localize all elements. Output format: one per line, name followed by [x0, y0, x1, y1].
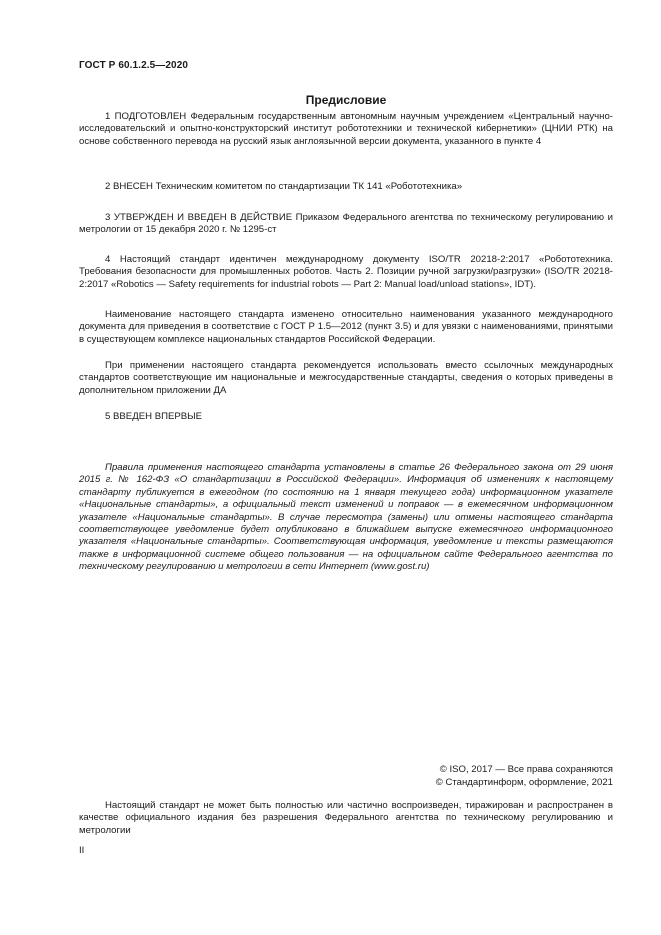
standard-code: ГОСТ Р 60.1.2.5—2020 — [79, 60, 189, 71]
reproduction-notice: Настоящий стандарт не может быть полностью или частично воспроизведен, тиражирован и распространен в качестве официального издания без разрешения Федерального агентства по техническому регулированию и метрологии — [79, 800, 613, 836]
copyright-iso: © ISO, 2017 — Все права сохраняются — [439, 764, 613, 775]
page-number: II — [79, 845, 85, 856]
copyright-block — [79, 763, 613, 789]
foreword-item-4-references-note: При применении настоящего стандарта рекомендуется использовать вместо ссылочных международных стандартов соответствующие им национальные и межгосударственные стандарты, сведения о которых приведены в дополнительном приложении ДА — [79, 360, 613, 396]
foreword-item-1: 1 ПОДГОТОВЛЕН Федеральным государственным автономным научным учреждением «Центральный научно-исследовательский и опытно-конструкторский институт робототехники и технической кибернетики» (ЦНИИ РТК) на основе собственного перевода на русский язык англоязычной версии документа, указанного в пункте 4 — [79, 111, 613, 147]
copyright-standartinform: © Стандартинформ, оформление, 2021 — [435, 777, 613, 788]
foreword-item-3: 3 УТВЕРЖДЕН И ВВЕДЕН В ДЕЙСТВИЕ Приказом Федерального агентства по техническому регулированию и метрологии от 15 декабря 2020 г. № 1295-ст — [79, 212, 613, 236]
foreword-item-2: 2 ВНЕСЕН Техническим комитетом по стандартизации ТК 141 «Робототехника» — [105, 181, 463, 192]
foreword-item-5: 5 ВВЕДЕН ВПЕРВЫЕ — [105, 411, 203, 422]
rules-notice: Правила применения настоящего стандарта установлены в статье 26 Федерального закона от 29 июня 2015 г. № 162-ФЗ «О стандартизации в Российской Федерации». Информация об изменениях к настоящему стандарту публикуется в ежегодном (по состоянию на 1 января текущего года) информационном указателе «Национальные стандарты», а официальный текст изменений и поправок — в ежемесячном информационном указателе «Национальные стандарты». В случае пересмотра (замены) или отмены настоящего стандарта соответствующее уведомление будет опубликовано в ближайшем выпуске ежемесячного информационного указателя «Национальные стандарты». Соответствующая информация, уведомление и тексты размещаются также в информационной системе общего пользования — на официальном сайте Федерального агентства по техническому регулированию и метрологии в сети Интернет (www.gost.ru) — [79, 462, 613, 573]
foreword-item-4: 4 Настоящий стандарт идентичен международному документу ISO/TR 20218-2:2017 «Робототехника. Требования безопасности для промышленных роботов. Часть 2. Позиции ручной загрузки/разгрузки» (ISO/TR 20218-2:2017 «Robotics — Safety requirements for industrial robots — Part 2: Manual load/unload stations», IDT). — [79, 254, 613, 290]
foreword-item-4-rename-note: Наименование настоящего стандарта изменено относительно наименования указанного международного документа для приведения в соответствие с ГОСТ Р 1.5—2012 (пункт 3.5) и для увязки с наименованиями, принятыми в существующем комплексе национальных стандартов Российской Федерации. — [79, 309, 613, 345]
foreword-title: Предисловие — [305, 93, 387, 107]
